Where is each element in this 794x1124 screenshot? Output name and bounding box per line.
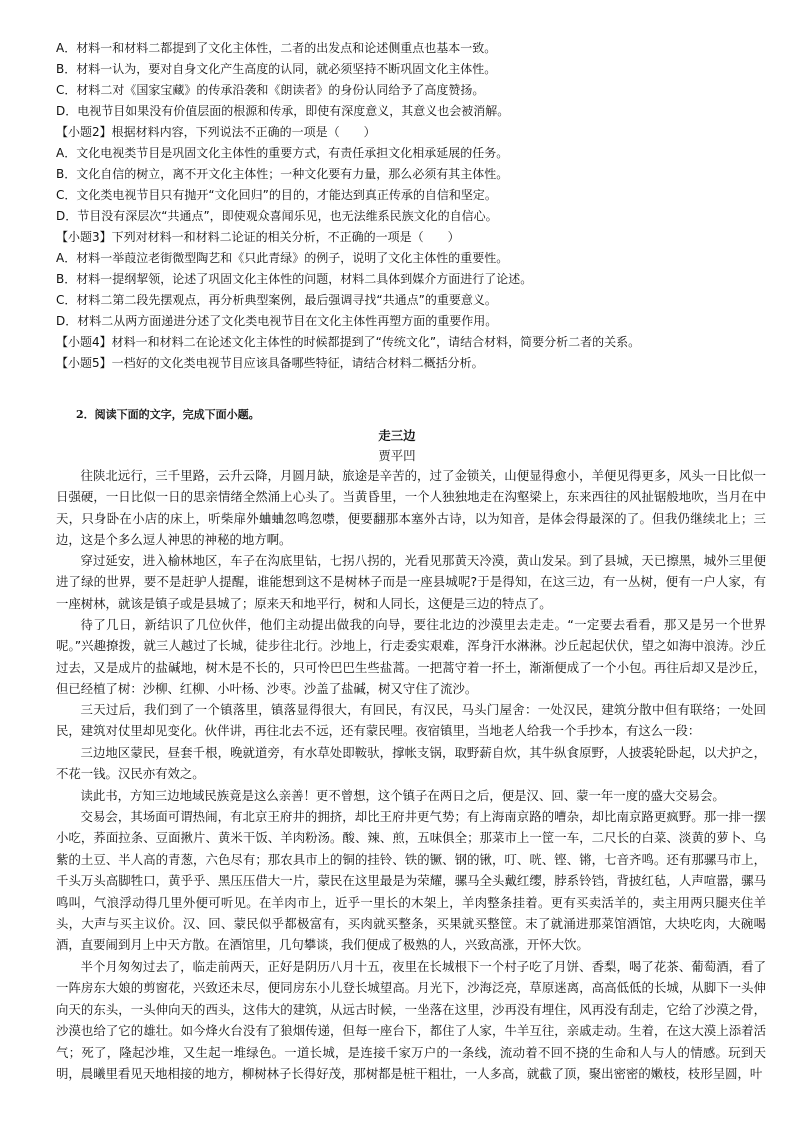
section-heading: 2．阅读下面的文字，完成下面小题。	[76, 408, 260, 421]
article-paragraph: 半个月匆匆过去了，临走前两天，正好是阴历八月十五，夜里在长城根下一个村子吃了月饼、香梨，喝了花茶、葡萄酒，看了一阵房东大娘的剪窗花，兴致还未尽，便同房东小儿登长城望高。月光下，沙海泛亮，草原迷离，高高低低的长城，从脚下一头伸向天的东头，一头伸向天的西头，这伟大的建筑，从远古时候，一坐落在这里，沙再没有埋住，风再没有刮走，它给了沙漠之骨，沙漠也给了它的雄壮。如今烽火台没有了狼烟传递，但每一座台下，都住了人家，牛羊互往，亲戚走动。生着，在这大漠上添着活气；死了，隆起沙堆，又生起一堆绿色。一道长城，是连接千家万户的一条线，流动着不回不挠的生命和人与人的情感。玩到天明，晨曦里看见天地相接的地方，柳树林子长得好茂，那树都是桩干粗壮，一人多高，就截了顶，聚出密密的嫩枝，枝形呈圆，叶	[56, 959, 766, 1082]
quoted-passage: 三边地区蒙民，昼套千根，晚就道旁，有水草处即鞍驮，撑帐支锅，取野薪自炊，其牛纵食原野，人披裘轮卧起，以犬护之，不花一钱。汉民亦有效之。	[56, 745, 766, 782]
article-paragraph: 交易会，其场面可谓热闹，有北京王府井的拥挤，却比王府井更气势；有上海南京路的嘈杂，却比南京路更疯野。那一排一摆小吃，荞面拉条、豆面揪片、黄米干饭、羊肉粉汤。酸、辣、煎，五味俱全；那菜市上一筐一车，二尺长的白菜、淡黄的萝卜、乌紫的土豆、半人高的青葱，六色尽有；那农具市上的铜的挂铃、铁的镢、钢的锹，叮、咣、铿、锵，七音齐鸣。还有那骡马市上，千头万头高脚牲口，黄乎乎、黑压压借大一片，蒙民在这里最是为荣耀，骡马全头戴红缨，脖系铃铛，背披红毡，人声喧嚣，骡马鸣叫，气浪浮动得几里外便可听见。在羊肉市上，近乎一里长的木架上，羊肉整条挂着。更有买卖活羊的，卖主用两只腿夹住羊头，大声与买主议价。汉、回、蒙民似乎都极富有，买肉就买整条，买果就买整筐。末了就涌进那菜馆酒馆，大块吃肉，大碗喝酒，直要闹到月上中天方散。在酒馆里，几句攀谈，我们便成了极熟的人，兴致高涨，开怀大饮。	[56, 809, 766, 953]
option-line: B．材料一认为，要对自身文化产生高度的认同，就必须坚持不断巩固文化主体性。	[56, 62, 497, 76]
article-author: 贾平凹	[378, 448, 416, 463]
article-paragraph: 读此书，方知三边地域民族竟是这么亲善！更不曾想，这个镇子在两日之后，便是汉、回、蒙一年一度的盛大交易会。	[80, 788, 725, 803]
option-line: C．文化类电视节目只有抛开“文化回归”的目的，才能达到真正传承的自信和坚定。	[56, 188, 497, 202]
question-stem: 【小题5】一档好的文化类电视节目应该具备哪些特征，请结合材料二概括分析。	[56, 356, 484, 370]
question-stem: 【小题3】下列对材料一和材料二论证的相关分析，不正确的一项是（ ）	[56, 230, 460, 244]
question-stem: 【小题2】根据材料内容，下列说法不正确的一项是（ ）	[56, 125, 376, 139]
option-line: B．文化自信的树立，离不开文化主体性；一种文化要有力量，那么必须有其主体性。	[56, 167, 509, 181]
option-line: D．材料二从两方面递进分述了文化类电视节目在文化主体性再塑方面的重要作用。	[56, 314, 498, 328]
article-paragraph: 往陕北远行，三千里路，云升云降，月圆月缺，旅途是辛苦的，过了金锁关，山便显得愈小，羊便见得更多，风头一日比似一日强硬，一日比似一日的思亲情绪全然涌上心头了。当黄昏里，一个人独独地走在沟壑梁上，东来西往的风扯锯般地吹，当月在中天，只身卧在小店的床上，听柴扉外蛐蛐忽鸣忽噤，便要翻那本塞外古诗，以为知音，是体会得最深的了。但我仍继续北上；三边，这是个多么逗人神思的神秘的地方啊。	[56, 468, 766, 548]
option-line: D．电视节目如果没有价值层面的根源和传承，即使有深度意义，其意义也会被消解。	[56, 104, 510, 118]
article-paragraph: 三天过后，我们到了一个镇落里，镇落显得很大，有回民，有汉民，马头门屋舍：一处汉民，建筑分散中但有联络；一处回民，建筑对仗里却见变化。伙伴讲，再往北去不远，还有蒙民哩。夜宿镇里，当地老人给我一个手抄本，有这么一段：	[56, 702, 766, 739]
option-line: A．文化电视类节目是巩固文化主体性的重要方式，有责任承担文化相承延展的任务。	[56, 146, 509, 160]
option-line: C．材料二第二段先摆观点，再分析典型案例，最后强调寻找“共通点”的重要意义。	[56, 293, 497, 307]
option-line: A．材料一和材料二都提到了文化主体性，二者的出发点和论述侧重点也基本一致。	[56, 41, 497, 55]
option-line: A．材料一举葭泣老街微型陶艺和《只此青绿》的例子，说明了文化主体性的重要性。	[56, 251, 509, 265]
question-stem: 【小题4】材料一和材料二在论述文化主体性的时候都提到了“传统文化”，请结合材料，简要分析二者的关系。	[56, 335, 641, 349]
article-title: 走三边	[378, 428, 416, 443]
option-line: D．节目没有深层次“共通点”，即使观众喜闻乐见，也无法维系民族文化的自信心。	[56, 209, 498, 223]
article-paragraph: 穿过延安，进入榆林地区，车子在沟底里钻，七拐八拐的，光看见那黄天冷漠，黄山发呆。到了县城，天已擦黑，城外三里便进了绿的世界，要不是赶驴人提醒，谁能想到这不是树林子而是一座县城呢?于是得知，在这三边，有一丛树，便有一户人家，有一座树林，就该是镇子或是县城了；原来天和地平行，树和人同长，这便是三边的特点了。	[56, 553, 766, 611]
article-paragraph: 待了几日，新结识了几位伙伴，他们主动提出做我的向导，要往北边的沙漠里去走走。“一定要去看看，那又是另一个世界呢。”兴趣撩拨，就三人越过了长城，徒步往北行。沙地上，行走委实艰难，浑身汗水淋淋。沙丘起起伏伏，望之如海中浪涛。沙丘过去，又是成片的盐碱地，树木是不长的，只可怜巴巴生些盐蒿。一把蒿守着一抔土，渐渐便成了一个小包。再往后却又是沙丘，但已经植了树：沙柳、红柳、小叶杨、沙枣。沙盖了盐碱，树又守住了流沙。	[56, 617, 766, 697]
option-line: C．材料二对《国家宝藏》的传承沿袭和《朗读者》的身份认同给予了高度赞扬。	[56, 83, 485, 97]
option-line: B．材料一提纲挈领，论述了巩固文化主体性的问题，材料二具体到媒介方面进行了论述。	[56, 272, 533, 286]
